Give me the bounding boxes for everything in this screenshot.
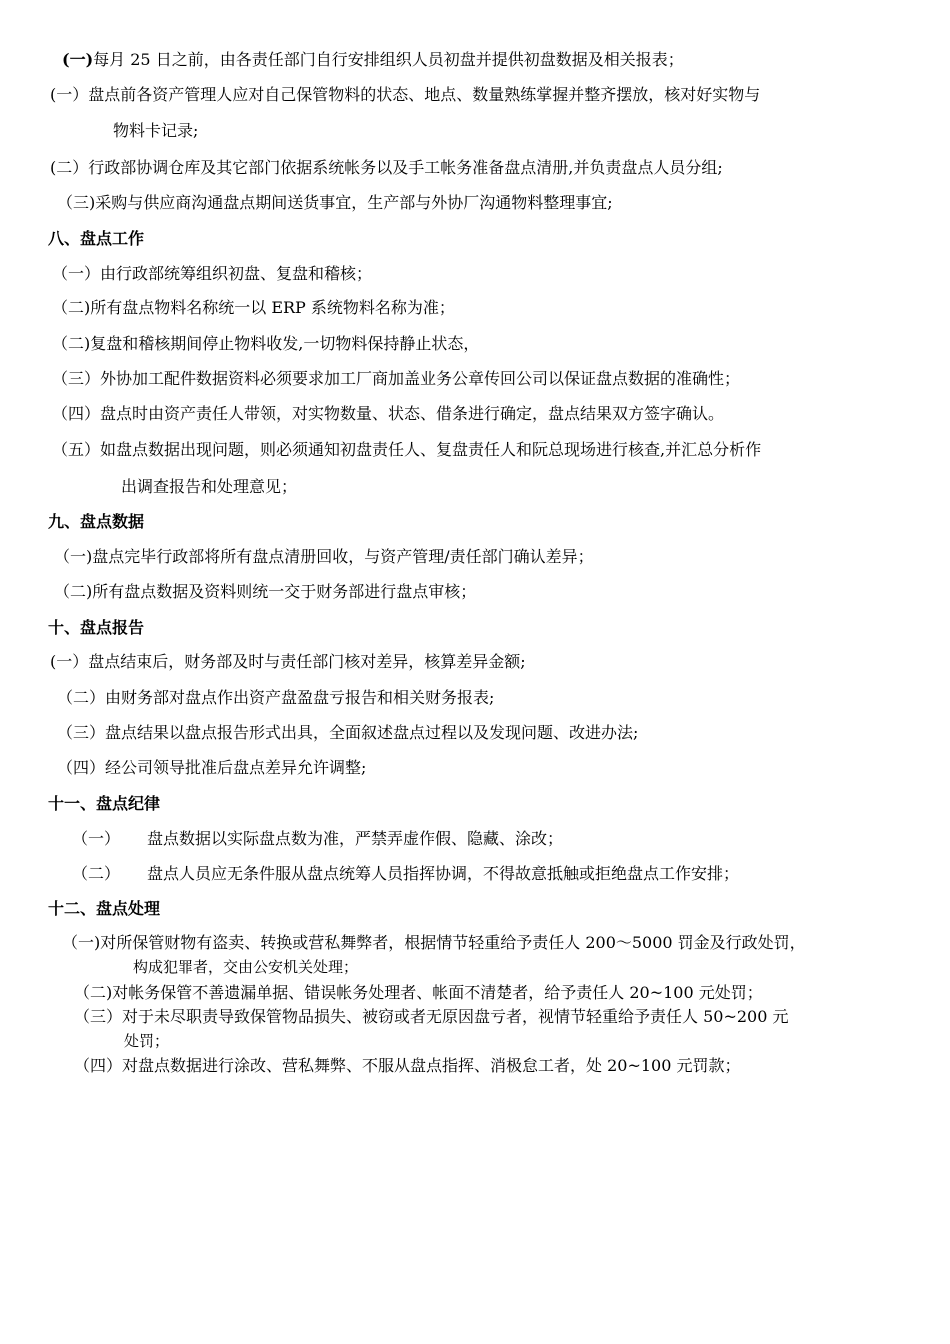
section-9-item-2: （二)所有盘点数据及资料则统一交于财务部进行盘点审核； (54, 582, 477, 601)
section-12-item-4: （四）对盘点数据进行涂改、营私舞弊、不服从盘点指挥、消极怠工者，处 20~100 元罚款； (74, 1056, 741, 1075)
intro-line-1-text: 每月 25 日之前，由各责任部门自行安排组织人员初盘并提供初盘数据及相关报表； (93, 50, 684, 69)
section-11-heading: 十一、盘点纪律 (48, 794, 161, 813)
section-8-heading: 八、盘点工作 (48, 229, 145, 248)
section-10-item-3: （三）盘点结果以盘点报告形式出具，全面叙述盘点过程以及发现问题、改进办法; (57, 723, 639, 742)
section-8-item-3: （二)复盘和稽核期间停止物料收发,一切物料保持静止状态， (52, 334, 480, 353)
intro-line-3: (二）行政部协调仓库及其它部门依据系统帐务以及手工帐务准备盘点清册,并负责盘点人员分组; (50, 158, 723, 177)
section-11-item-2-marker: （二） (72, 864, 121, 883)
section-9-item-1: （一)盘点完毕行政部将所有盘点清册回收，与资产管理/责任部门确认差异； (54, 547, 594, 566)
section-11-item-2-text: 盘点人员应无条件服从盘点统筹人员指挥协调，不得故意抵触或拒绝盘点工作安排； (147, 864, 740, 883)
section-12-item-3: （三）对于未尽职责导致保管物品损失、被窃或者无原因盘亏者，视情节轻重给予责任人 50~200 元 (74, 1007, 789, 1026)
section-8-item-4: （三）外协加工配件数据资料必须要求加工厂商加盖业务公章传回公司以保证盘点数据的准确性； (52, 369, 741, 388)
intro-line-2-cont: 物料卡记录; (113, 121, 199, 140)
section-12-item-2: （二)对帐务保管不善遗漏单据、错误帐务处理者、帐面不清楚者，给予责任人 20~100 元处罚； (74, 983, 763, 1002)
section-9-heading: 九、盘点数据 (48, 512, 145, 531)
section-12-heading: 十二、盘点处理 (48, 899, 161, 918)
section-8-item-1: （一）由行政部统筹组织初盘、复盘和稽核； (52, 264, 373, 283)
section-10-item-4: （四）经公司领导批准后盘点差异允许调整; (57, 758, 367, 777)
section-10-heading: 十、盘点报告 (48, 618, 145, 637)
section-12-item-3-cont: 处罚； (124, 1032, 170, 1050)
intro-line-2: (一）盘点前各资产管理人应对自己保管物料的状态、地点、数量熟练掌握并整齐摆放，核对好实物与 (50, 85, 761, 104)
section-11-item-1-text: 盘点数据以实际盘点数为准，严禁弄虚作假、隐藏、涂改； (147, 829, 564, 848)
intro-line-1 (62, 50, 684, 70)
intro-line-1-marker: (一) (62, 50, 94, 69)
section-8-item-2: （二)所有盘点物料名称统一以 ERP 系统物料名称为准； (52, 298, 455, 317)
intro-line-4: （三)采购与供应商沟通盘点期间送货事宜，生产部与外协厂沟通物料整理事宜; (57, 193, 613, 212)
section-8-item-6: （五）如盘点数据出现问题，则必须通知初盘责任人、复盘责任人和阮总现场进行核查,并汇总分析作 (52, 440, 762, 459)
section-11-item-1-marker: （一） (72, 829, 121, 848)
section-8-item-5: （四）盘点时由资产责任人带领，对实物数量、状态、借条进行确定，盘点结果双方签字确认。 (52, 404, 725, 423)
section-10-item-1: (一）盘点结束后，财务部及时与责任部门核对差异，核算差异金额; (50, 652, 526, 671)
section-8-item-6-cont: 出调查报告和处理意见； (121, 477, 298, 496)
section-12-item-1: （一)对所保管财物有盗卖、转换或营私舞弊者，根据情节轻重给予责任人 200～5000 罚金及行政处罚， (62, 933, 806, 952)
section-12-item-1-cont: 构成犯罪者，交由公安机关处理； (133, 958, 359, 976)
section-10-item-2: （二）由财务部对盘点作出资产盘盈盘亏报告和相关财务报表; (57, 688, 495, 707)
